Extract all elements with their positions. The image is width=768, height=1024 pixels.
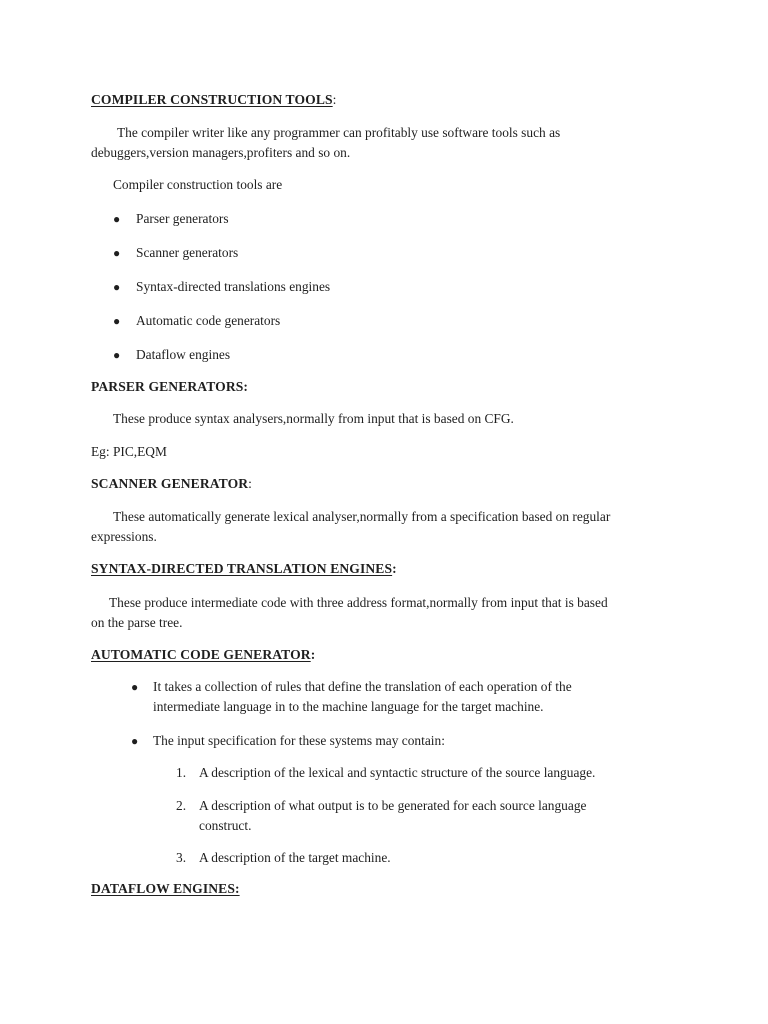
list-item-dataflow-engines: Dataflow engines <box>136 347 231 362</box>
scanner-line-1: These automatically generate lexical analyser,normally from a specification based on regular <box>113 509 611 524</box>
heading-parser-generators: PARSER GENERATORS: <box>91 379 249 394</box>
numbered-item-2-line-1: A description of what output is to be generated for each source language <box>199 798 587 813</box>
list-number: 2. <box>176 798 187 813</box>
parser-text: These produce syntax analysers,normally from input that is based on CFG. <box>113 411 514 426</box>
list-item-scanner-generators: Scanner generators <box>136 245 239 260</box>
heading-scanner-generator <box>91 474 252 494</box>
heading-automatic-code-generator <box>91 645 315 665</box>
acg-bullet-1-line-1: It takes a collection of rules that define the translation of each operation of the <box>153 679 572 694</box>
bullet-icon: ● <box>113 280 121 294</box>
bullet-icon: ● <box>131 734 139 748</box>
intro-line-2: debuggers,version managers,profiters and so on. <box>91 145 351 160</box>
acg-bullet-1-line-2: intermediate language in to the machine language for the target machine. <box>153 699 544 714</box>
tools-lead: Compiler construction tools are <box>113 177 283 192</box>
list-number: 3. <box>176 850 187 865</box>
list-item-parser-generators: Parser generators <box>136 211 229 226</box>
parser-example: Eg: PIC,EQM <box>91 444 167 459</box>
intro-line-1: The compiler writer like any programmer can profitably use software tools such as <box>117 125 561 140</box>
acg-bullet-2: The input specification for these systems may contain: <box>153 733 445 748</box>
heading-syntax-directed-translation-engines <box>91 559 397 579</box>
heading-title: COMPILER CONSTRUCTION TOOLS <box>91 92 333 107</box>
heading-suffix: : <box>332 92 337 107</box>
numbered-item-1: A description of the lexical and syntactic structure of the source language. <box>199 765 596 780</box>
sdt-line-2: on the parse tree. <box>91 615 183 630</box>
heading-suffix: : <box>392 561 397 576</box>
bullet-icon: ● <box>131 680 139 694</box>
bullet-icon: ● <box>113 348 121 362</box>
numbered-item-2-line-2: construct. <box>199 818 252 833</box>
heading-suffix: : <box>310 647 316 662</box>
bullet-icon: ● <box>113 246 121 260</box>
sdt-line-1: These produce intermediate code with three address format,normally from input that is based <box>109 595 608 610</box>
bullet-icon: ● <box>113 212 121 226</box>
list-number: 1. <box>176 765 187 780</box>
numbered-item-3: A description of the target machine. <box>199 850 391 865</box>
heading-title: SCANNER GENERATOR <box>91 476 249 491</box>
heading-suffix: : <box>248 476 253 491</box>
heading-compiler-construction-tools <box>91 90 337 110</box>
list-item-syntax-directed: Syntax-directed translations engines <box>136 279 331 294</box>
heading-title: SYNTAX-DIRECTED TRANSLATION ENGINES <box>91 561 393 576</box>
scanner-line-2: expressions. <box>91 529 157 544</box>
list-item-automatic-code-generators: Automatic code generators <box>136 313 281 328</box>
heading-title: DATAFLOW ENGINES: <box>91 881 240 896</box>
bullet-icon: ● <box>113 314 121 328</box>
heading-dataflow-engines <box>91 879 240 899</box>
heading-title: AUTOMATIC CODE GENERATOR <box>91 647 311 662</box>
